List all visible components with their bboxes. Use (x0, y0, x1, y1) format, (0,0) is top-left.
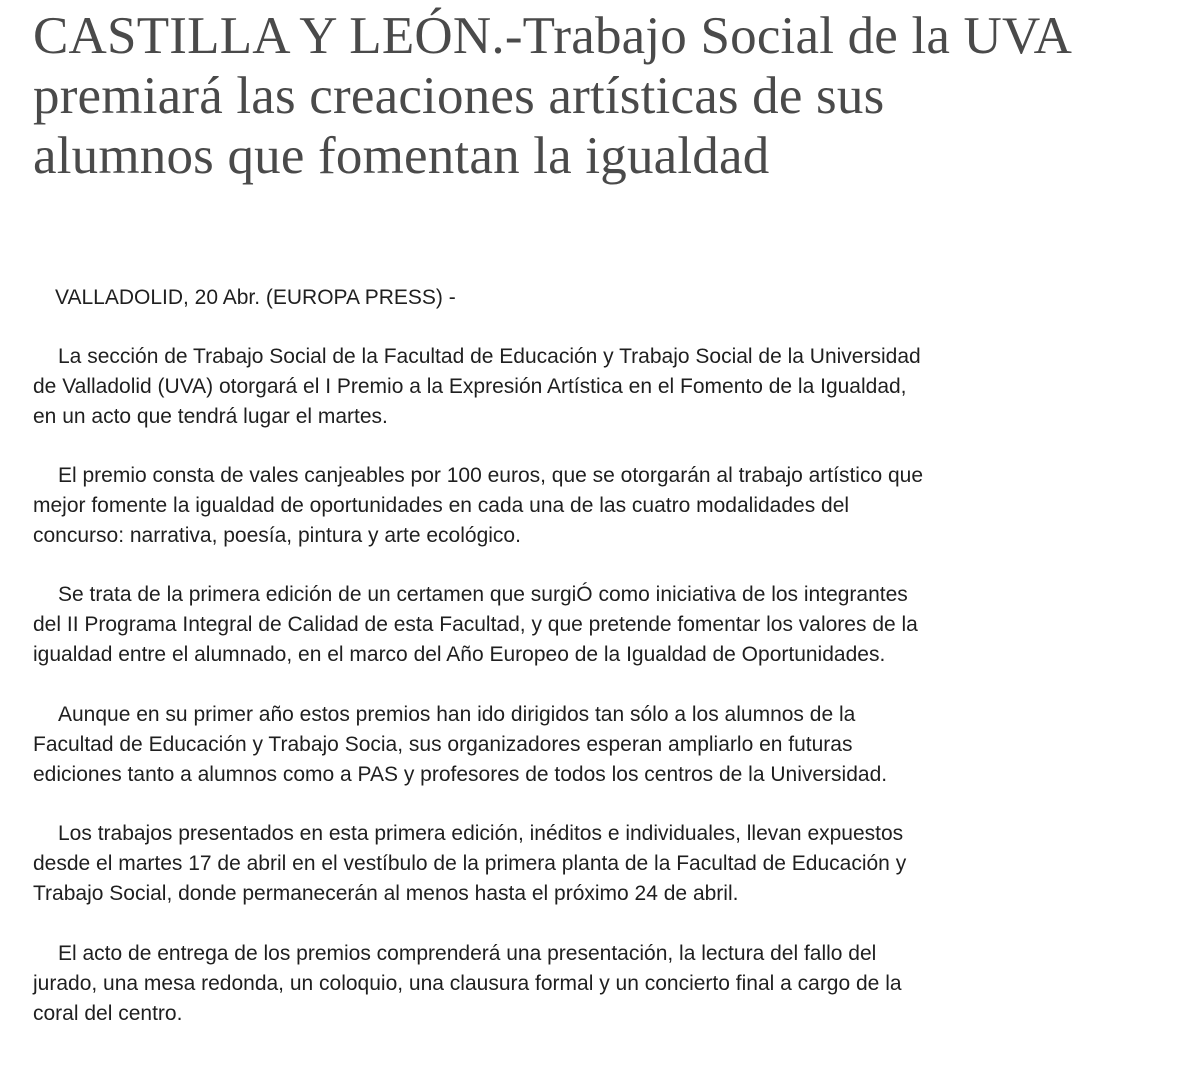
paragraph-line: coral del centro. (33, 1002, 183, 1025)
headline-line: premiará las creaciones artísticas de sus (33, 67, 885, 125)
article-headline (33, 6, 1183, 186)
paragraph-line: mejor fomente la igualdad de oportunidades en cada una de las cuatro modalidades del (33, 494, 850, 517)
paragraph-line: Se trata de la primera edición de un certamen que surgiÓ como iniciativa de los integrantes (58, 583, 908, 606)
paragraph-line: concurso: narrativa, poesía, pintura y arte ecológico. (33, 524, 521, 547)
article-paragraph (33, 580, 1183, 670)
headline-line: CASTILLA Y LEÓN.-Trabajo Social de la UVA (33, 7, 1073, 65)
paragraph-line: del II Programa Integral de Calidad de esta Facultad, y que pretende fomentar los valores de la (33, 613, 918, 636)
article-paragraph (33, 342, 1183, 432)
paragraph-line: Facultad de Educación y Trabajo Socia, sus organizadores esperan ampliarlo en futuras (33, 733, 853, 756)
article-dateline: VALLADOLID, 20 Abr. (EUROPA PRESS) - (55, 286, 456, 309)
paragraph-line: Los trabajos presentados en esta primera edición, inéditos e individuales, llevan expuestos (58, 822, 904, 845)
paragraph-line: jurado, una mesa redonda, un coloquio, una clausura formal y un concierto final a cargo de la (33, 972, 902, 995)
article-paragraph (33, 700, 1183, 790)
paragraph-line: de Valladolid (UVA) otorgará el I Premio a la Expresión Artística en el Fomento de la Igualdad, (33, 375, 907, 398)
article-paragraph (33, 461, 1183, 551)
paragraph-line: igualdad entre el alumnado, en el marco del Año Europeo de la Igualdad de Oportunidades. (33, 643, 886, 666)
paragraph-line: El acto de entrega de los premios comprenderá una presentación, la lectura del fallo del (58, 942, 877, 965)
paragraph-line: ediciones tanto a alumnos como a PAS y profesores de todos los centros de la Universidad. (33, 763, 888, 786)
headline-line: alumnos que fomentan la igualdad (33, 127, 770, 185)
article-paragraph (33, 939, 1183, 1029)
article-paragraph (33, 819, 1183, 909)
paragraph-line: Trabajo Social, donde permanecerán al menos hasta el próximo 24 de abril. (33, 882, 739, 905)
paragraph-line: El premio consta de vales canjeables por 100 euros, que se otorgarán al trabajo artístico que (58, 464, 924, 487)
paragraph-line: La sección de Trabajo Social de la Facultad de Educación y Trabajo Social de la Universidad (58, 345, 921, 368)
paragraph-line: desde el martes 17 de abril en el vestíbulo de la primera planta de la Facultad de Educación y (33, 852, 907, 875)
paragraph-line: Aunque en su primer año estos premios han ido dirigidos tan sólo a los alumnos de la (58, 703, 856, 726)
paragraph-line: en un acto que tendrá lugar el martes. (33, 405, 388, 428)
